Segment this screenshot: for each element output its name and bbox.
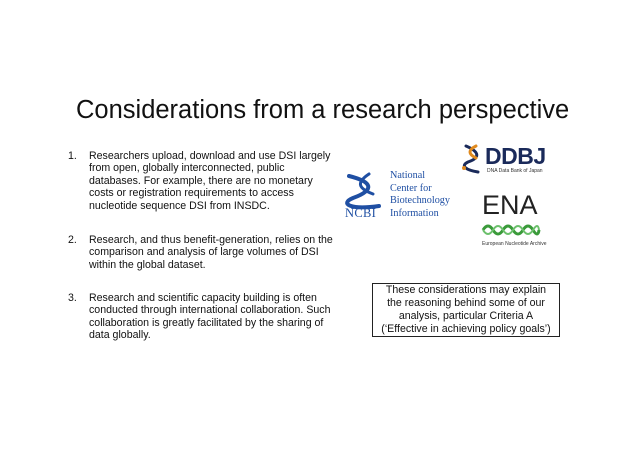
ddbj-subtitle: DNA Data Bank of Japan	[487, 168, 543, 174]
ena-wordmark: ENA	[482, 190, 538, 220]
ena-subtitle: European Nucleotide Archive	[482, 241, 547, 247]
ena-helix-icon	[481, 222, 541, 238]
ncbi-name-line: Information	[390, 207, 439, 219]
list-item-text: Research and scientific capacity building is often conducted through international collaboration. Such collaboration is greatly facilitated by the sharing of data globally.	[89, 292, 331, 342]
note-line: analysis, particular Criteria A	[398, 310, 534, 322]
list-item-number: 3.	[68, 292, 77, 304]
note-line: (‘Effective in achieving policy goals’)	[381, 323, 551, 335]
ncbi-name-line: Center for	[390, 182, 432, 194]
note-box	[372, 283, 560, 337]
ncbi-full-name	[390, 170, 450, 220]
list-item	[68, 150, 338, 212]
list-item-text: Research, and thus benefit-generation, relies on the comparison and analysis of large volumes of DSI within the global dataset.	[89, 234, 333, 271]
ncbi-abbreviation: NCBI	[345, 206, 377, 220]
ddbj-helix-icon	[460, 144, 486, 174]
list-item-number: 1.	[68, 150, 77, 162]
note-line: These considerations may explain	[385, 284, 547, 296]
ncbi-name-line: National	[390, 170, 426, 181]
ddbj-wordmark: DDBJ	[485, 143, 546, 169]
slide-title: Considerations from a research perspective	[76, 96, 570, 124]
list-item	[68, 234, 338, 271]
ncbi-name-line: Biotechnology	[390, 195, 450, 207]
note-line: the reasoning behind some of our	[387, 297, 545, 309]
list-item-text: Researchers upload, download and use DSI largely from open, globally interconnected, public databases. For example, there are no monetary costs or registration requirements to access nucleotide sequence DSI from INSDC.	[89, 150, 331, 212]
list-item-number: 2.	[68, 234, 77, 246]
list-item	[68, 292, 338, 342]
